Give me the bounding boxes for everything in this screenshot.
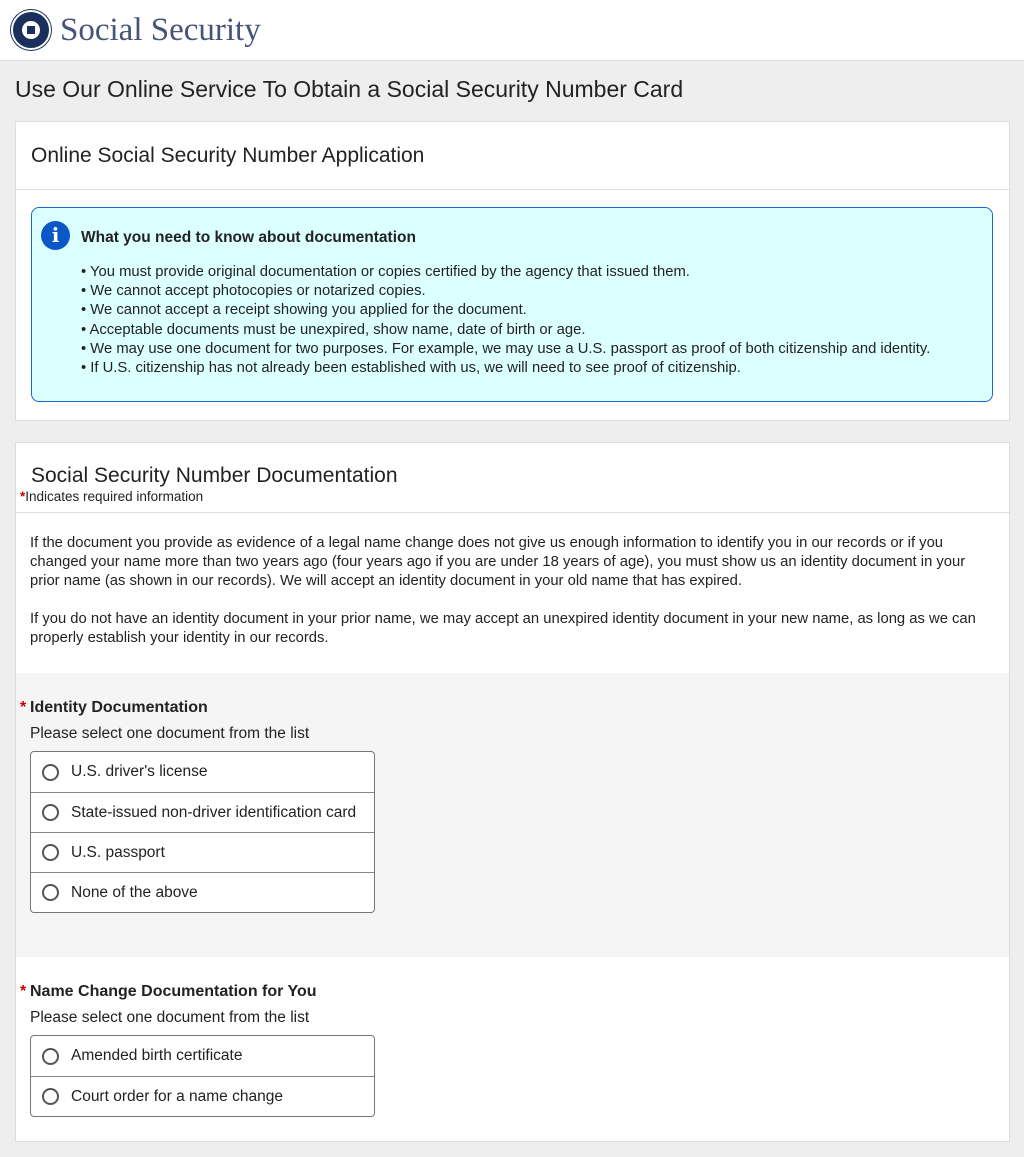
radio-label[interactable]: State-issued non-driver identification card xyxy=(71,803,357,821)
radio-circle-icon[interactable] xyxy=(42,884,59,901)
radio-circle-icon[interactable] xyxy=(42,844,59,861)
info-item: • We cannot accept photocopies or notarized copies. xyxy=(81,283,426,300)
radio-group xyxy=(30,751,375,913)
radio-court-order[interactable] xyxy=(31,1076,374,1116)
radio-passport[interactable] xyxy=(31,832,374,872)
identity-documentation-group xyxy=(16,673,1009,957)
group-title-text: Name Change Documentation for You xyxy=(30,983,317,1000)
group-title-text: Identity Documentation xyxy=(30,699,208,716)
group-title xyxy=(20,699,208,717)
radio-label[interactable]: U.S. passport xyxy=(71,843,165,861)
radio-circle-icon[interactable] xyxy=(42,804,59,821)
info-item: • We cannot accept a receipt showing you applied for the document. xyxy=(81,302,527,319)
required-star: * xyxy=(20,489,26,504)
required-star: * xyxy=(20,983,27,1000)
radio-none[interactable] xyxy=(31,872,374,912)
radio-label[interactable]: U.S. driver's license xyxy=(71,763,208,780)
card-title: Online Social Security Number Application xyxy=(16,122,1009,190)
info-item: • You must provide original documentation or copies certified by the agency that issued them. xyxy=(81,264,690,280)
site-header xyxy=(0,0,1024,61)
ssa-seal-icon[interactable] xyxy=(11,10,51,50)
required-note xyxy=(20,489,203,504)
section-title: Social Security Number Documentation xyxy=(31,464,398,487)
radio-group xyxy=(30,1035,375,1117)
page-title: Use Our Online Service To Obtain a Social Security Number Card xyxy=(15,76,684,102)
info-icon: i xyxy=(41,221,70,250)
radio-label[interactable]: Court order for a name change xyxy=(71,1087,283,1105)
info-title: What you need to know about documentation xyxy=(81,229,416,246)
application-card xyxy=(15,121,1010,421)
paragraph: If the document you provide as evidence of a legal name change does not give us enough information to identify you in our records or if you changed your name more than two years ago (four years ago if you are under 18 years of age), you must show us an identity document in your prior name (as shown in our records). We will accept an identity document in your old name that has expired. xyxy=(30,535,966,589)
info-list xyxy=(81,263,930,378)
radio-circle-icon[interactable] xyxy=(42,1048,59,1065)
info-box xyxy=(31,207,993,402)
brand-name[interactable]: Social Security xyxy=(60,11,261,48)
radio-circle-icon[interactable] xyxy=(42,764,59,781)
radio-drivers-license[interactable] xyxy=(31,752,374,792)
name-change-group xyxy=(16,957,1009,1157)
info-item: • Acceptable documents must be unexpired, show name, date of birth or age. xyxy=(81,321,586,338)
radio-label[interactable]: Amended birth certificate xyxy=(71,1047,243,1064)
radio-circle-icon[interactable] xyxy=(42,1088,59,1105)
radio-amended-birth-certificate[interactable] xyxy=(31,1036,374,1076)
radio-label[interactable]: None of the above xyxy=(71,883,198,901)
required-text: Indicates required information xyxy=(25,489,204,504)
divider xyxy=(16,512,1009,513)
radio-state-id[interactable] xyxy=(31,792,374,832)
info-item: • If U.S. citizenship has not already been established with us, we will need to see proof of citizenship. xyxy=(81,360,741,377)
required-star: * xyxy=(20,699,27,716)
group-subtitle: Please select one document from the list xyxy=(30,1009,310,1026)
group-subtitle: Please select one document from the list xyxy=(30,725,310,742)
documentation-card xyxy=(15,442,1010,1142)
paragraph: If you do not have an identity document in your prior name, we may accept an unexpired identity document in your new name, as long as we can properly establish your identity in our records. xyxy=(30,611,976,646)
info-item: • We may use one document for two purposes. For example, we may use a U.S. passport as proof of both citizenship and identity. xyxy=(81,340,931,357)
group-title xyxy=(20,983,317,1001)
